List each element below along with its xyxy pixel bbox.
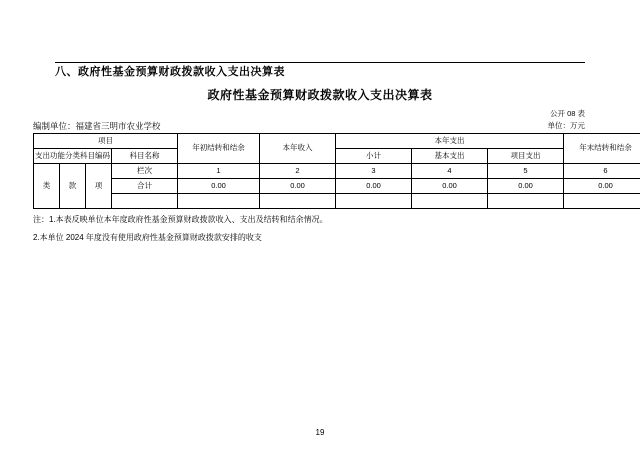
cell-subtotal: 0.00: [336, 179, 412, 194]
header-subtotal: 小计: [336, 149, 412, 164]
cell-end-balance: 0.00: [564, 179, 640, 194]
unit-note: 单位：万元: [547, 121, 585, 130]
cell-project-expense: [488, 194, 564, 209]
cell-project-expense: 5: [488, 164, 564, 179]
header-end-balance: 年末结转和结余: [564, 134, 640, 164]
cell-end-balance: [564, 194, 640, 209]
table-row-empty: [34, 194, 640, 209]
row-label: 合计: [112, 179, 178, 194]
table-row-column-index: [34, 164, 640, 179]
row-label: [112, 194, 178, 209]
cell-begin-balance: 0.00: [178, 179, 260, 194]
header-project-expense: 项目支出: [488, 149, 564, 164]
header-begin-balance: 年初结转和结余: [178, 134, 260, 164]
cell-begin-balance: 1: [178, 164, 260, 179]
code-part-lei: 类: [34, 164, 60, 209]
cell-begin-balance: [178, 194, 260, 209]
code-part-xiang: 项: [86, 164, 112, 209]
header-item-group: 项目: [34, 134, 178, 149]
header-expense-code: 支出功能分类科目编码: [34, 149, 112, 164]
document-title: 政府性基金预算财政拨款收入支出决算表: [207, 88, 433, 102]
cell-subtotal: 3: [336, 164, 412, 179]
note-2: 2.本单位 2024 年度没有使用政府性基金预算财政拨款安排的收支: [33, 233, 262, 242]
note-1: 注：1.本表反映单位本年度政府性基金预算财政拨款收入、支出及结转和结余情况。: [33, 215, 328, 224]
cell-basic-expense: [412, 194, 488, 209]
table-header-row-2: [34, 149, 640, 164]
row-label: 栏次: [112, 164, 178, 179]
form-code: 公开 08 表: [549, 109, 585, 118]
cell-basic-expense: 4: [412, 164, 488, 179]
code-part-kuan: 款: [60, 164, 86, 209]
cell-subtotal: [336, 194, 412, 209]
cell-end-balance: 6: [564, 164, 640, 179]
header-basic-expense: 基本支出: [412, 149, 488, 164]
cell-year-income: [260, 194, 336, 209]
compiling-unit: 编制单位：福建省三明市农业学校: [33, 121, 161, 131]
header-year-expense-group: 本年支出: [336, 134, 564, 149]
header-year-income: 本年收入: [260, 134, 336, 164]
section-title: 八、政府性基金预算财政拨款收入支出决算表: [55, 66, 285, 78]
cell-project-expense: 0.00: [488, 179, 564, 194]
header-subject-name: 科目名称: [112, 149, 178, 164]
table-row-total: [34, 179, 640, 194]
table-header-row-1: [34, 134, 640, 149]
cell-year-income: 0.00: [260, 179, 336, 194]
cell-basic-expense: 0.00: [412, 179, 488, 194]
cell-year-income: 2: [260, 164, 336, 179]
fund-budget-table: [33, 133, 640, 209]
page-number: 19: [315, 428, 325, 437]
